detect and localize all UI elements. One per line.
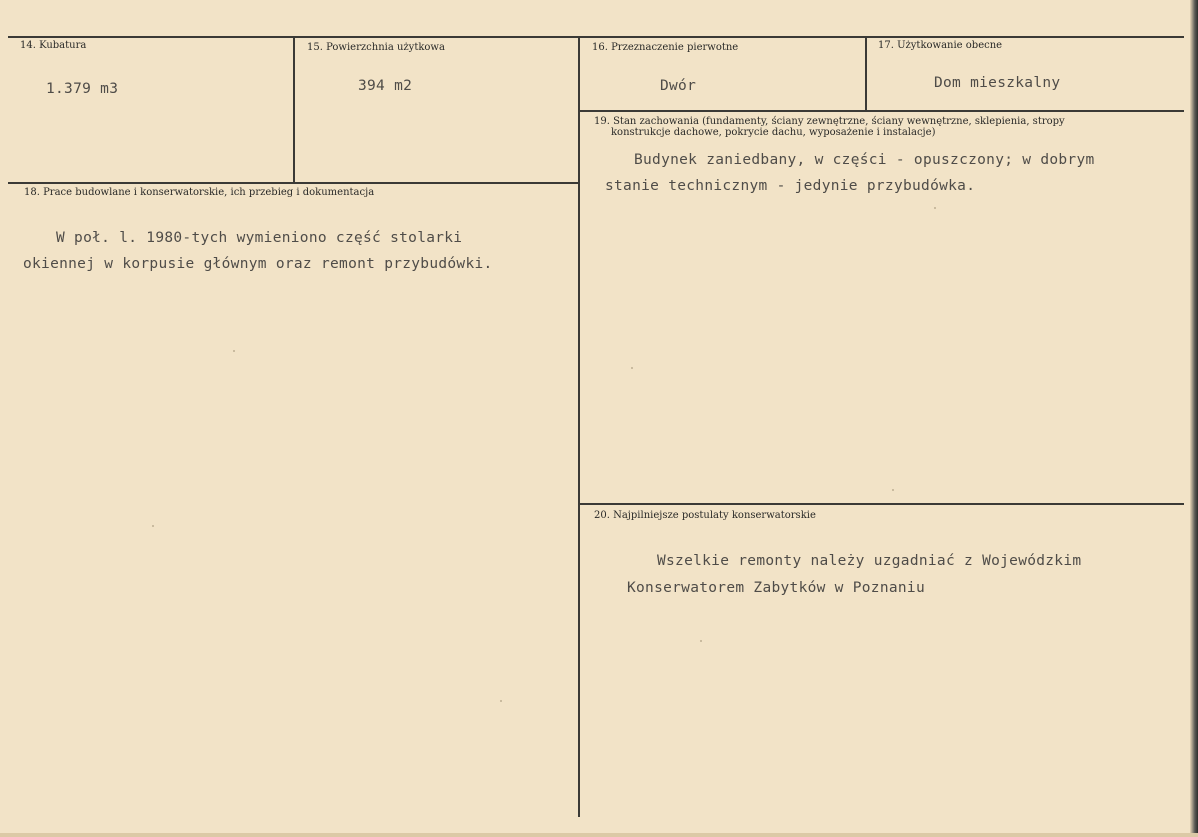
field-18-line-2: okiennej w korpusie głównym oraz remont przybudówki. — [23, 256, 493, 272]
divider-14-15 — [293, 36, 295, 182]
field-15-label: 15. Powierzchnia użytkowa — [307, 42, 445, 53]
field-20-label: 20. Najpilniejsze postulaty konserwatorskie — [594, 510, 816, 521]
field-18-line-1: W poł. l. 1980-tych wymieniono część stolarki — [56, 230, 463, 246]
paper-speck — [152, 525, 154, 527]
paper-speck — [500, 700, 502, 702]
paper-speck — [233, 350, 235, 352]
rule-under-16-17 — [578, 110, 1184, 112]
field-17-label: 17. Użytkowanie obecne — [878, 40, 1003, 51]
field-17-value: Dom mieszkalny — [934, 75, 1061, 91]
field-19-label-line-2: konstrukcje dachowe, pokrycie dachu, wyposażenie i instalacje) — [611, 127, 936, 138]
paper-speck — [892, 489, 894, 491]
paper-speck — [700, 640, 702, 642]
field-16-value: Dwór — [660, 78, 697, 94]
field-15-value: 394 m2 — [358, 78, 413, 94]
paper-speck — [631, 367, 633, 369]
field-20-line-2: Konserwatorem Zabytków w Poznaniu — [627, 580, 925, 596]
field-20-line-1: Wszelkie remonty należy uzgadniać z Wojewódzkim — [657, 553, 1082, 569]
field-18-label: 18. Prace budowlane i konserwatorskie, ich przebieg i dokumentacja — [24, 187, 375, 198]
scan-edge-right — [1190, 0, 1198, 837]
field-19-line-2: stanie technicznym - jedynie przybudówka. — [605, 178, 976, 194]
rule-above-20 — [578, 503, 1184, 505]
rule-under-14-15 — [8, 182, 580, 184]
paper-speck — [934, 207, 936, 209]
field-19-label-line-1: 19. Stan zachowania (fundamenty, ściany zewnętrzne, ściany wewnętrzne, sklepienia, stropy — [594, 116, 1065, 127]
center-divider — [578, 36, 580, 817]
field-16-label: 16. Przeznaczenie pierwotne — [592, 42, 739, 53]
field-19-line-1: Budynek zaniedbany, w części - opuszczony; w dobrym — [634, 152, 1095, 168]
field-14-value: 1.379 m3 — [46, 81, 119, 97]
field-14-label: 14. Kubatura — [20, 40, 87, 51]
top-rule — [8, 36, 1184, 38]
divider-16-17 — [865, 36, 867, 110]
scan-edge-bottom — [0, 833, 1198, 837]
